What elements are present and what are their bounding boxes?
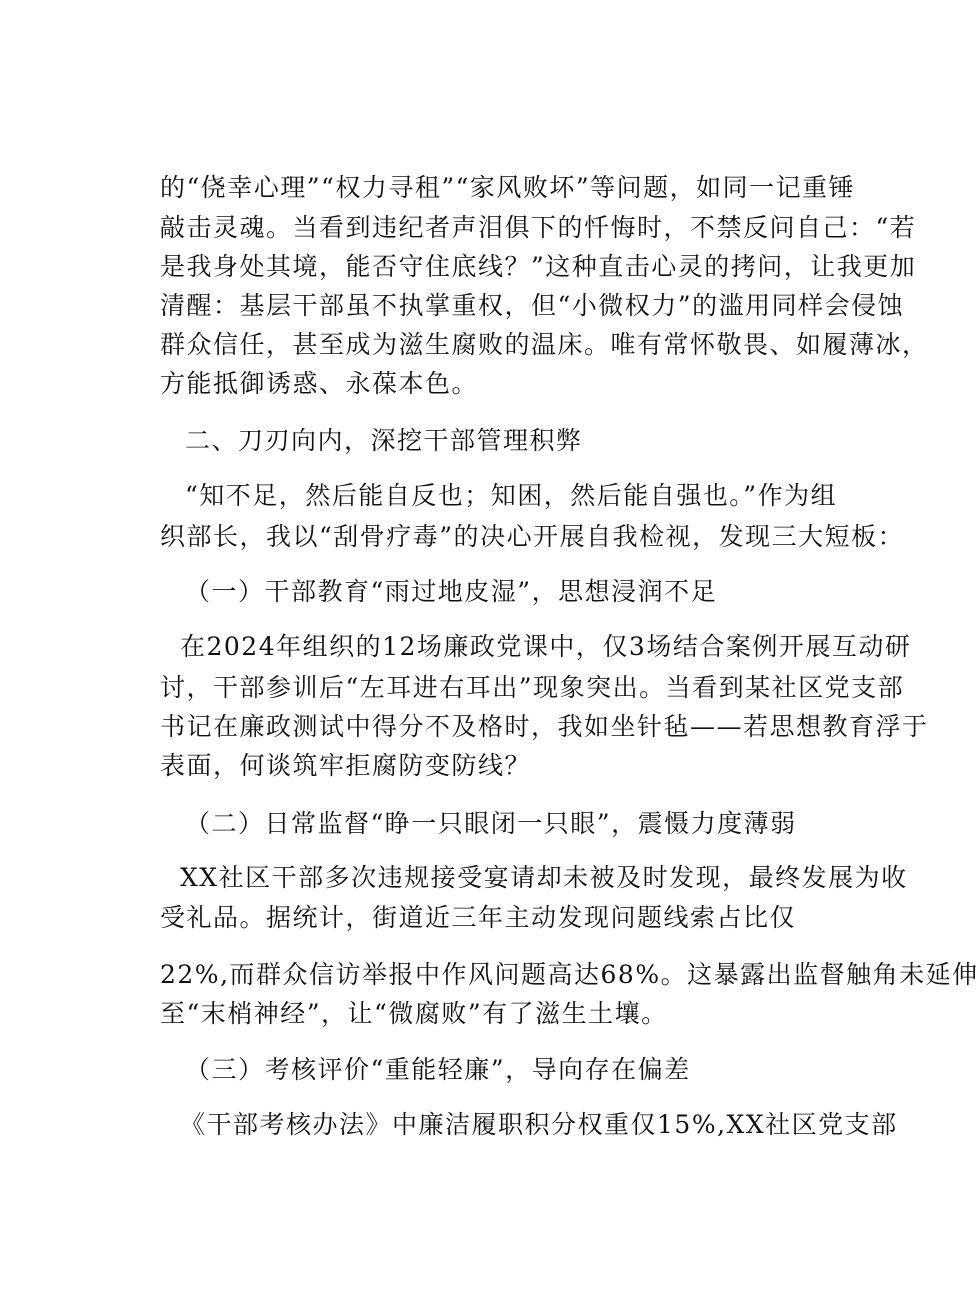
- body-text-line: 的“侥幸心理”“权力寻租”“家风败坏”等问题，如同一记重锤: [160, 173, 856, 202]
- subsection-heading: （一）干部教育“雨过地皮湿”，思想浸润不足: [185, 577, 718, 606]
- body-text-line: 方能抵御诱惑、永葆本色。: [160, 369, 479, 398]
- body-text-line: 至“末梢神经”，让“微腐败”有了滋生土壤。: [160, 999, 668, 1028]
- body-text-line: 群众信任，甚至成为滋生腐败的温床。唯有常怀敬畏、如履薄冰，: [160, 330, 929, 359]
- body-text-line: 《干部考核办法》中廉洁履职积分权重仅15%,XX社区党支部: [180, 1110, 898, 1139]
- body-text-line: 是我身处其境，能否守住底线？”这种直击心灵的拷问，让我更加: [160, 252, 917, 281]
- subsection-heading: （三）考核评价“重能轻廉”，导向存在偏差: [185, 1055, 691, 1084]
- section-heading: 二、刀刃向内，深挖干部管理积弊: [185, 426, 583, 455]
- body-text-line: 织部长，我以“刮骨疗毒”的决心开展自我检视，发现三大短板：: [160, 522, 905, 551]
- body-text-line: 在2024年组织的12场廉政党课中，仅3场结合案例开展互动研: [180, 632, 912, 661]
- body-text-line: 清醒：基层干部虽不执掌重权，但“小微权力”的滥用同样会侵蚀: [160, 291, 905, 320]
- body-text-line: “知不足，然后能自反也；知困，然后能自强也。”作为组: [185, 481, 838, 510]
- body-text-line: 22%,而群众信访举报中作风问题高达68%。这暴露出监督触角未延伸: [160, 960, 979, 989]
- body-text-line: 受礼品。据统计，街道近三年主动发现问题线索占比仅: [160, 903, 797, 932]
- body-text-line: 敲击灵魂。当看到违纪者声泪俱下的忏悔时，不禁反问自己：“若: [160, 213, 917, 242]
- body-text-line: 讨，干部参训后“左耳进右耳出”现象突出。当看到某社区党支部: [160, 673, 905, 702]
- body-text-line: XX社区干部多次违规接受宴请却未被及时发现，最终发展为收: [180, 863, 908, 892]
- body-text-line: 表面，何谈筑牢拒腐防变防线？: [160, 751, 532, 780]
- body-text-line: 书记在廉政测试中得分不及格时，我如坐针毡——若思想教育浮于: [160, 712, 929, 741]
- subsection-heading: （二）日常监督“睁一只眼闭一只眼”，震慑力度薄弱: [185, 809, 797, 838]
